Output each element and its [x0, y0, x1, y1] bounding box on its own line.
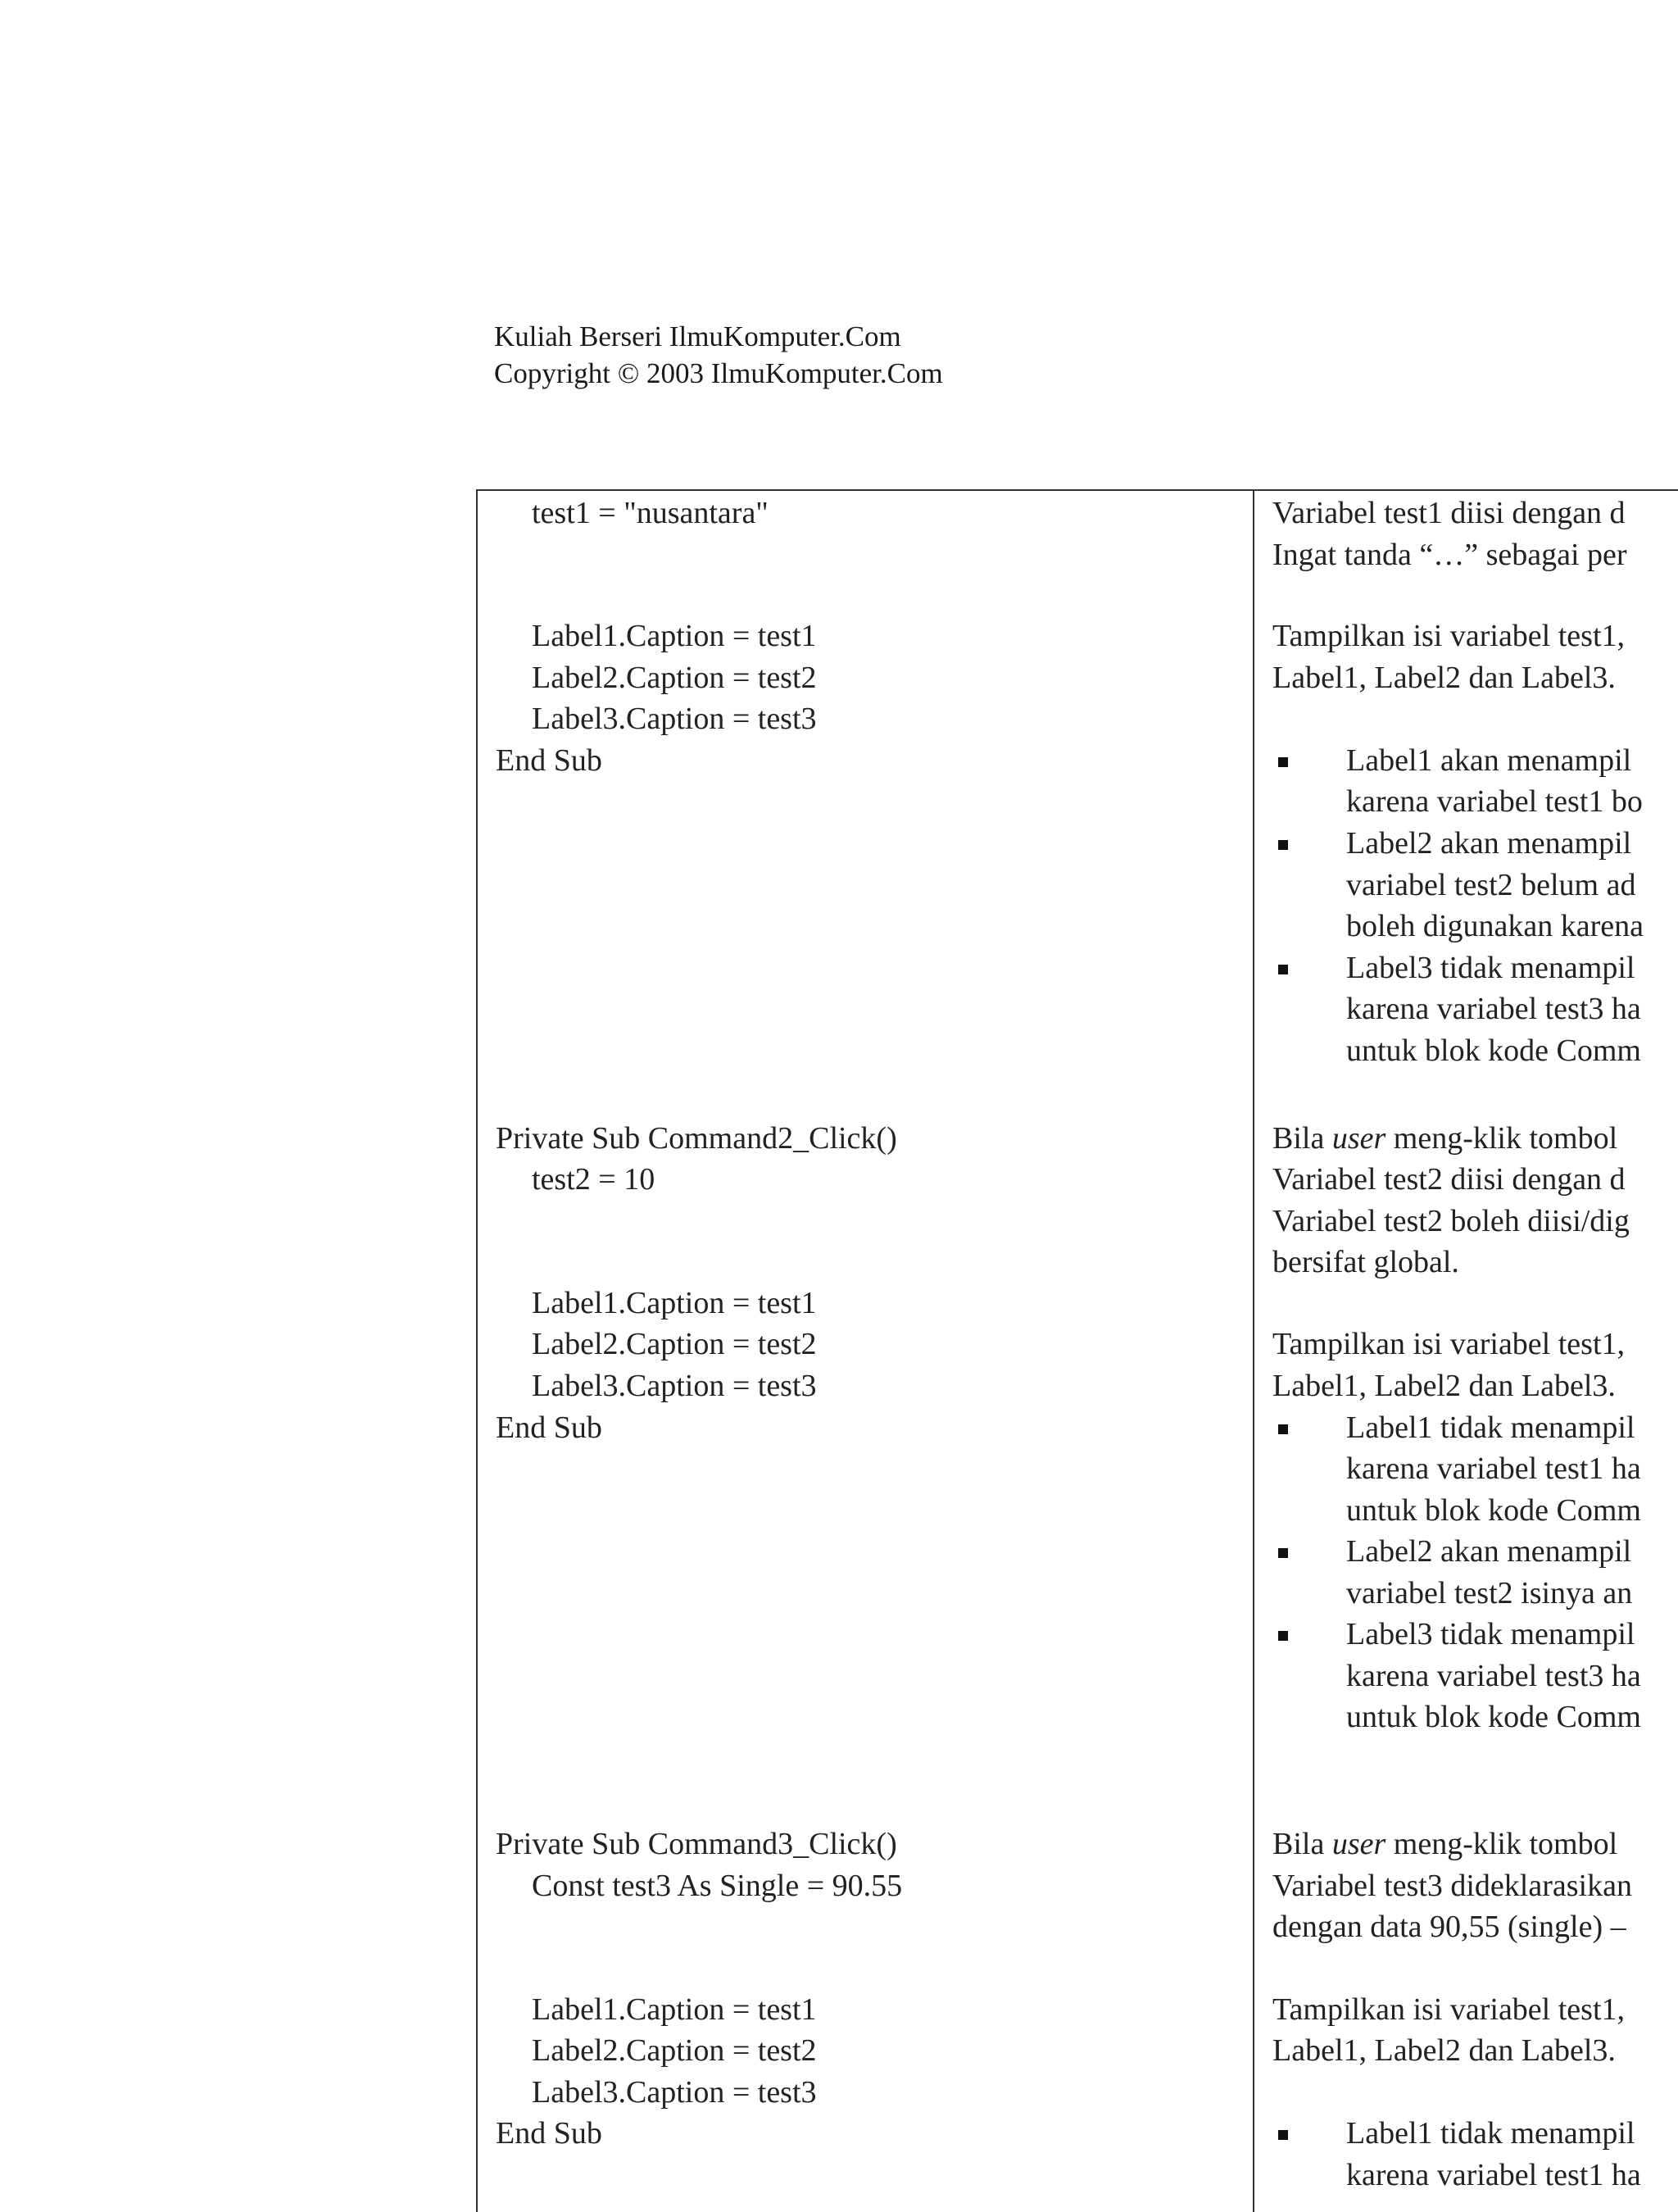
bullet-text: karena variabel test1 bo [1346, 784, 1643, 819]
header-copyright: Copyright © 2003 IlmuKomputer.Com [494, 357, 943, 389]
bullet-marker [1278, 1424, 1288, 1434]
bullet-marker [1278, 965, 1288, 974]
bullet-text: untuk blok kode Comm [1346, 1033, 1641, 1068]
column-divider [1253, 491, 1254, 2212]
code-line: Label3.Caption = test3 [532, 2075, 817, 2110]
description-line: Tampilkan isi variabel test1, [1272, 1327, 1626, 1361]
code-line: Label1.Caption = test1 [532, 1286, 817, 1320]
description-line: Variabel test3 dideklarasikan [1272, 1869, 1632, 1903]
bullet-text: Label2 akan menampil [1346, 1534, 1632, 1569]
bullet-marker [1278, 1631, 1288, 1641]
bullet-text: Label1 akan menampil [1346, 743, 1632, 778]
code-line: Private Sub Command3_Click() [496, 1827, 897, 1861]
bullet-marker [1278, 840, 1288, 850]
emphasis-user: user [1331, 1827, 1386, 1861]
code-line: Label2.Caption = test2 [532, 661, 817, 695]
code-line: Label3.Caption = test3 [532, 1369, 817, 1403]
code-line: Label1.Caption = test1 [532, 1992, 817, 2027]
description-line: Variabel test2 diisi dengan d [1272, 1162, 1626, 1197]
bullet-text: Label3 tidak menampil [1346, 951, 1635, 985]
bullet-text: untuk blok kode Comm [1346, 1493, 1641, 1528]
bullet-text: variabel test2 isinya an [1346, 1576, 1633, 1610]
bullet-text: boleh digunakan karena [1346, 909, 1644, 943]
description-line: Bila user meng-klik tombol [1272, 1827, 1618, 1861]
page-header [494, 318, 943, 392]
code-line: Label2.Caption = test2 [532, 1327, 817, 1361]
description-line: Variabel test2 boleh diisi/dig [1272, 1204, 1630, 1238]
bullet-text: Label1 tidak menampil [1346, 1410, 1635, 1445]
code-line: Label1.Caption = test1 [532, 619, 817, 653]
description-line: Label1, Label2 dan Label3. [1272, 1369, 1616, 1403]
description-line: Variabel test1 diisi dengan d [1272, 496, 1626, 530]
emphasis-user: user [1331, 1121, 1386, 1156]
description-line: Tampilkan isi variabel test1, [1272, 619, 1626, 653]
bullet-marker [1278, 2130, 1288, 2140]
description-line: Bila user meng-klik tombol [1272, 1121, 1618, 1156]
code-line: Private Sub Command2_Click() [496, 1121, 897, 1156]
bullet-text: karena variabel test1 ha [1346, 2158, 1641, 2192]
code-line: End Sub [496, 1410, 602, 1445]
description-line: bersifat global. [1272, 1245, 1459, 1279]
code-explanation-table [476, 489, 1678, 2212]
code-line: test2 = 10 [532, 1162, 655, 1197]
code-line: test1 = "nusantara" [532, 496, 769, 530]
code-line: Label2.Caption = test2 [532, 2033, 817, 2068]
bullet-text: karena variabel test3 ha [1346, 992, 1641, 1026]
bullet-text: variabel test2 belum ad [1346, 868, 1636, 902]
code-line: End Sub [496, 743, 602, 778]
bullet-text: karena variabel test1 ha [1346, 1451, 1641, 1486]
bullet-text: Label2 akan menampil [1346, 826, 1632, 861]
bullet-text: Label1 tidak menampil [1346, 2116, 1635, 2151]
bullet-text: untuk blok kode Comm [1346, 1700, 1641, 1734]
bullet-text: karena variabel test3 ha [1346, 1659, 1641, 1693]
description-line: dengan data 90,55 (single) – [1272, 1910, 1626, 1944]
description-line: Label1, Label2 dan Label3. [1272, 2033, 1616, 2068]
description-line: Tampilkan isi variabel test1, [1272, 1992, 1626, 2027]
description-line: Label1, Label2 dan Label3. [1272, 661, 1616, 695]
bullet-text: Label3 tidak menampil [1346, 1617, 1635, 1651]
description-line: Ingat tanda “…” sebagai per [1272, 538, 1627, 572]
code-line: Label3.Caption = test3 [532, 702, 817, 736]
code-line: End Sub [496, 2116, 602, 2151]
bullet-marker [1278, 757, 1288, 767]
code-line: Const test3 As Single = 90.55 [532, 1869, 903, 1903]
header-course-title: Kuliah Berseri IlmuKomputer.Com [494, 320, 901, 352]
bullet-marker [1278, 1548, 1288, 1558]
